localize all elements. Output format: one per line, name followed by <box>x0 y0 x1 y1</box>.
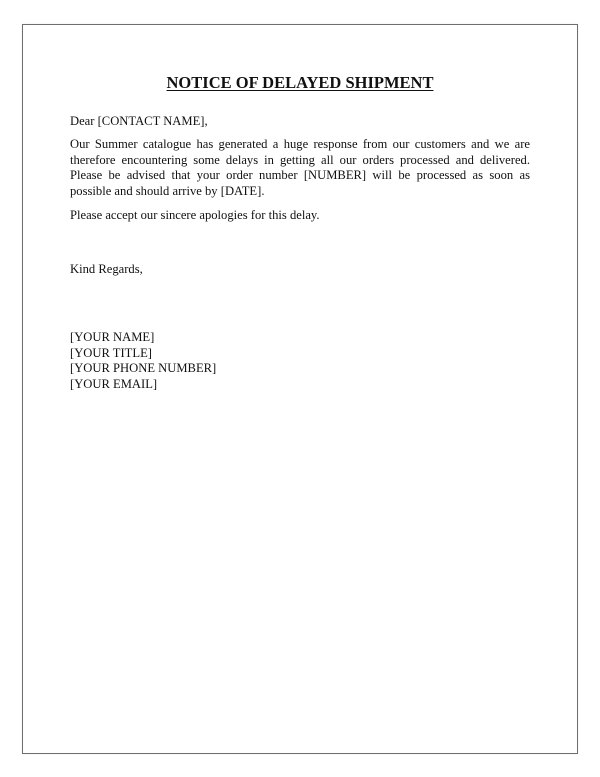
signature-phone: [YOUR PHONE NUMBER] <box>70 361 217 375</box>
salutation: Dear [CONTACT NAME], <box>70 114 208 128</box>
body-paragraph: Our Summer catalogue has generated a huge response from our customers and we are therefore encountering some delays in getting all our orders processed and delivered. Please be advised that your order number [NUMBER] will be processed as soon as possible and should arrive by [DATE]. <box>70 137 530 198</box>
closing-line: Kind Regards, <box>70 262 143 276</box>
document-title: NOTICE OF DELAYED SHIPMENT <box>166 73 434 92</box>
signature-email: [YOUR EMAIL] <box>70 376 158 391</box>
signature-title: [YOUR TITLE] <box>70 345 152 360</box>
signature-name: [YOUR NAME] <box>70 330 155 344</box>
apology-line: Please accept our sincere apologies for this delay. <box>70 208 320 222</box>
